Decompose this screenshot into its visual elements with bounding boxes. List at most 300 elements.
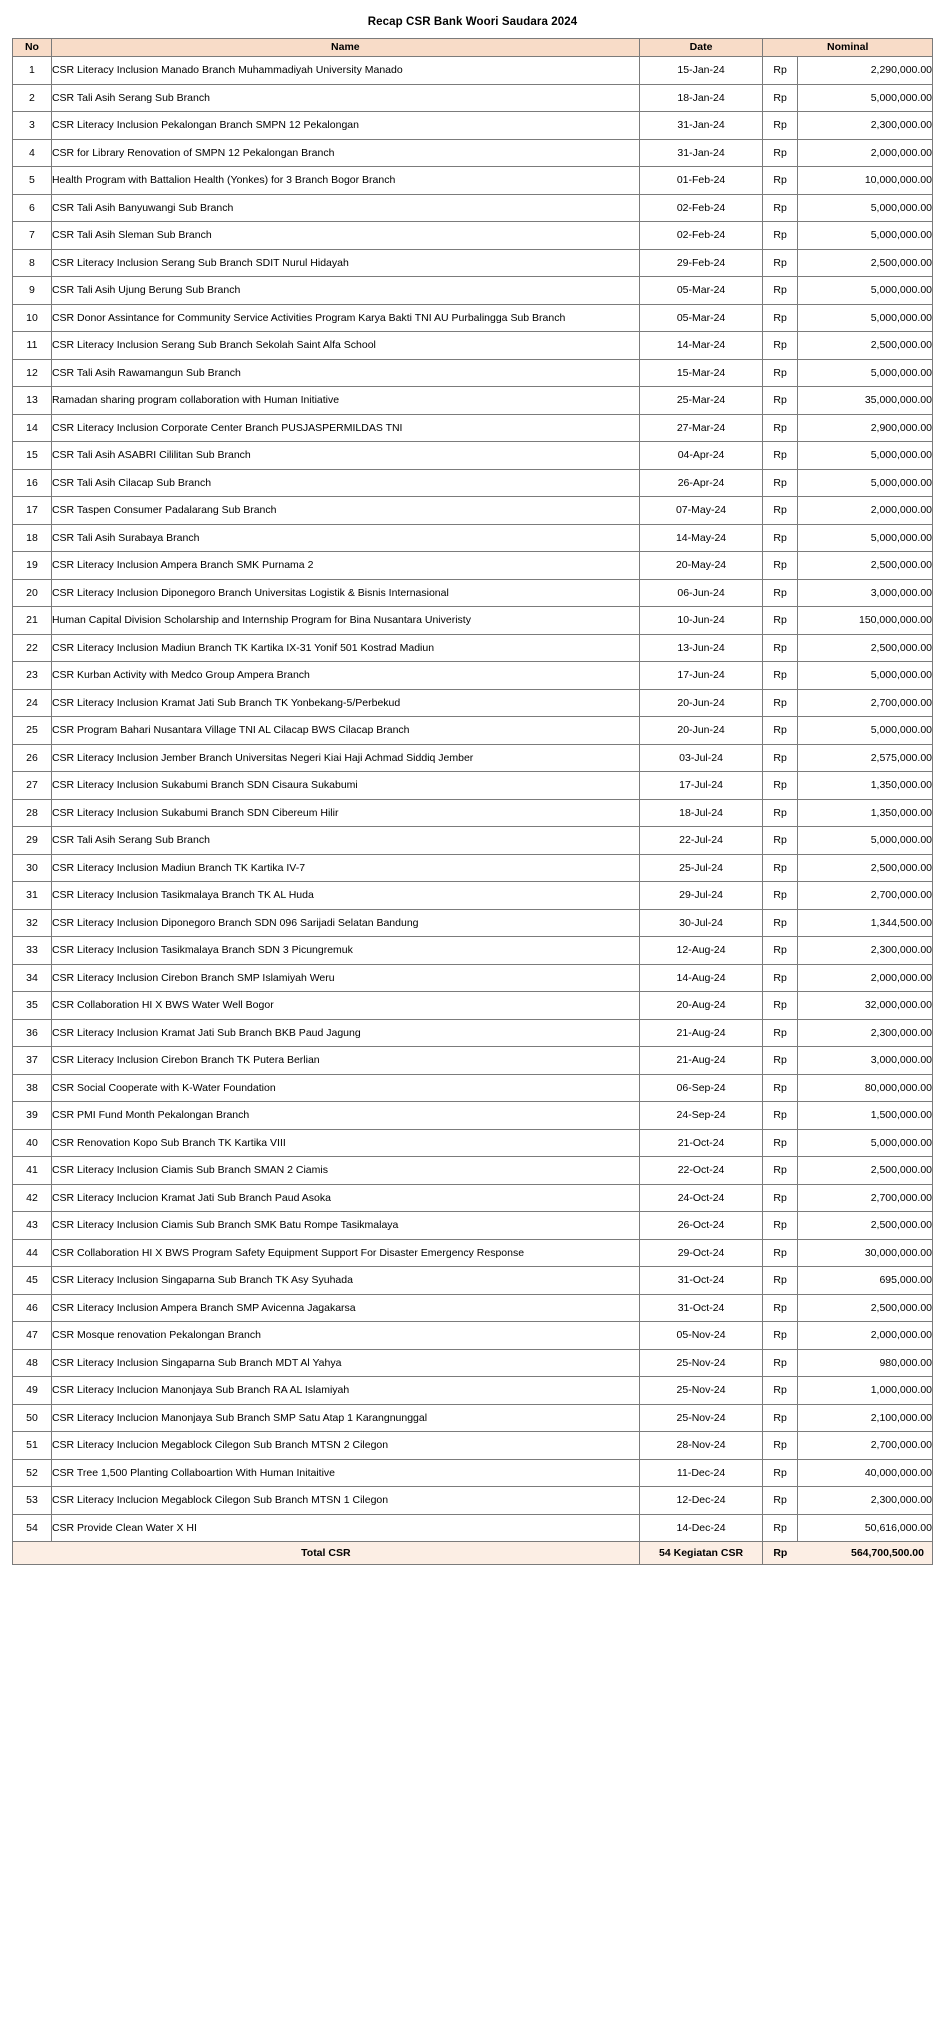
cell-currency: Rp: [763, 909, 797, 937]
cell-date: 26-Apr-24: [639, 469, 763, 497]
cell-no: 25: [13, 717, 52, 745]
cell-date: 02-Feb-24: [639, 222, 763, 250]
cell-date: 05-Mar-24: [639, 277, 763, 305]
cell-currency: Rp: [763, 1294, 797, 1322]
cell-nominal: 35,000,000.00: [797, 387, 932, 415]
cell-name: CSR Tali Asih Ujung Berung Sub Branch: [51, 277, 639, 305]
cell-no: 31: [13, 882, 52, 910]
page-title: Recap CSR Bank Woori Saudara 2024: [367, 16, 578, 28]
cell-no: 12: [13, 359, 52, 387]
cell-nominal: 2,700,000.00: [797, 689, 932, 717]
cell-date: 22-Oct-24: [639, 1157, 763, 1185]
cell-currency: Rp: [763, 552, 797, 580]
cell-no: 42: [13, 1184, 52, 1212]
cell-name: CSR Literacy Inclusion Kramat Jati Sub Branch BKB Paud Jagung: [51, 1019, 639, 1047]
cell-date: 25-Nov-24: [639, 1377, 763, 1405]
cell-name: CSR Program Bahari Nusantara Village TNI AL Cilacap BWS Cilacap Branch: [51, 717, 639, 745]
table-header-row: [13, 39, 933, 57]
table-row: [13, 1267, 933, 1295]
cell-no: 47: [13, 1322, 52, 1350]
cell-nominal: 3,000,000.00: [797, 1047, 932, 1075]
cell-no: 49: [13, 1377, 52, 1405]
cell-no: 8: [13, 249, 52, 277]
cell-nominal: 2,290,000.00: [797, 57, 932, 85]
cell-nominal: 2,500,000.00: [797, 634, 932, 662]
cell-name: CSR Literacy Inclucion Megablock Cilegon Sub Branch MTSN 2 Cilegon: [51, 1432, 639, 1460]
cell-no: 22: [13, 634, 52, 662]
column-header-nominal: Nominal: [763, 39, 933, 57]
table-row: [13, 414, 933, 442]
cell-no: 6: [13, 194, 52, 222]
cell-date: 06-Jun-24: [639, 579, 763, 607]
table-row: [13, 112, 933, 140]
cell-nominal: 50,616,000.00: [797, 1514, 932, 1542]
cell-date: 21-Aug-24: [639, 1019, 763, 1047]
cell-nominal: 2,000,000.00: [797, 1322, 932, 1350]
cell-currency: Rp: [763, 222, 797, 250]
cell-date: 25-Mar-24: [639, 387, 763, 415]
cell-name: CSR Literacy Inclusion Madiun Branch TK Kartika IV-7: [51, 854, 639, 882]
cell-nominal: 2,700,000.00: [797, 1184, 932, 1212]
cell-nominal: 5,000,000.00: [797, 1129, 932, 1157]
cell-nominal: 2,100,000.00: [797, 1404, 932, 1432]
cell-date: 07-May-24: [639, 497, 763, 525]
cell-nominal: 2,500,000.00: [797, 1212, 932, 1240]
recap-table: [12, 38, 933, 1565]
cell-currency: Rp: [763, 414, 797, 442]
cell-date: 25-Nov-24: [639, 1349, 763, 1377]
cell-date: 21-Aug-24: [639, 1047, 763, 1075]
cell-no: 4: [13, 139, 52, 167]
cell-date: 13-Jun-24: [639, 634, 763, 662]
table-row: [13, 249, 933, 277]
cell-name: CSR Tali Asih Sleman Sub Branch: [51, 222, 639, 250]
cell-currency: Rp: [763, 1102, 797, 1130]
cell-currency: Rp: [763, 1459, 797, 1487]
cell-name: Health Program with Battalion Health (Yonkes) for 3 Branch Bogor Branch: [51, 167, 639, 195]
table-row: [13, 1349, 933, 1377]
cell-date: 11-Dec-24: [639, 1459, 763, 1487]
cell-no: 46: [13, 1294, 52, 1322]
cell-no: 21: [13, 607, 52, 635]
cell-no: 40: [13, 1129, 52, 1157]
cell-nominal: 3,000,000.00: [797, 579, 932, 607]
cell-currency: Rp: [763, 387, 797, 415]
cell-date: 29-Jul-24: [639, 882, 763, 910]
cell-nominal: 40,000,000.00: [797, 1459, 932, 1487]
cell-currency: Rp: [763, 332, 797, 360]
cell-currency: Rp: [763, 524, 797, 552]
cell-date: 05-Mar-24: [639, 304, 763, 332]
cell-currency: Rp: [763, 1349, 797, 1377]
table-row: [13, 799, 933, 827]
cell-name: CSR Literacy Inclusion Sukabumi Branch SDN Cisaura Sukabumi: [51, 772, 639, 800]
cell-name: CSR Collaboration HI X BWS Water Well Bogor: [51, 992, 639, 1020]
table-row: [13, 1377, 933, 1405]
cell-nominal: 1,000,000.00: [797, 1377, 932, 1405]
cell-date: 17-Jun-24: [639, 662, 763, 690]
cell-date: 05-Nov-24: [639, 1322, 763, 1350]
cell-currency: Rp: [763, 992, 797, 1020]
cell-nominal: 2,500,000.00: [797, 1157, 932, 1185]
cell-name: CSR Literacy Inclusion Cirebon Branch TK Putera Berlian: [51, 1047, 639, 1075]
cell-currency: Rp: [763, 662, 797, 690]
cell-date: 27-Mar-24: [639, 414, 763, 442]
table-row: [13, 552, 933, 580]
cell-name: CSR Literacy Inclusion Sukabumi Branch SDN Cibereum Hilir: [51, 799, 639, 827]
cell-name: CSR Literacy Inclusion Kramat Jati Sub Branch TK Yonbekang-5/Perbekud: [51, 689, 639, 717]
cell-date: 10-Jun-24: [639, 607, 763, 635]
cell-no: 13: [13, 387, 52, 415]
cell-currency: Rp: [763, 194, 797, 222]
cell-no: 38: [13, 1074, 52, 1102]
cell-currency: Rp: [763, 1157, 797, 1185]
cell-currency: Rp: [763, 359, 797, 387]
table-row: [13, 1459, 933, 1487]
cell-nominal: 2,000,000.00: [797, 964, 932, 992]
cell-no: 43: [13, 1212, 52, 1240]
table-row: [13, 992, 933, 1020]
cell-no: 37: [13, 1047, 52, 1075]
cell-no: 10: [13, 304, 52, 332]
cell-name: CSR Literacy Inclusion Tasikmalaya Branch SDN 3 Picungremuk: [51, 937, 639, 965]
cell-name: CSR Literacy Inclusion Diponegoro Branch SDN 096 Sarijadi Selatan Bandung: [51, 909, 639, 937]
cell-nominal: 5,000,000.00: [797, 222, 932, 250]
table-row: [13, 689, 933, 717]
cell-date: 04-Apr-24: [639, 442, 763, 470]
cell-name: Human Capital Division Scholarship and Internship Program for Bina Nusantara Univeristy: [51, 607, 639, 635]
cell-no: 11: [13, 332, 52, 360]
cell-no: 44: [13, 1239, 52, 1267]
table-row: [13, 882, 933, 910]
cell-name: CSR Tali Asih Surabaya Branch: [51, 524, 639, 552]
cell-date: 24-Oct-24: [639, 1184, 763, 1212]
cell-name: CSR Literacy Inclusion Manado Branch Muhammadiyah University Manado: [51, 57, 639, 85]
total-row: [13, 1542, 933, 1565]
table-row: [13, 717, 933, 745]
column-header-date: Date: [639, 39, 763, 57]
cell-name: CSR Mosque renovation Pekalongan Branch: [51, 1322, 639, 1350]
cell-nominal: 5,000,000.00: [797, 717, 932, 745]
cell-nominal: 2,000,000.00: [797, 497, 932, 525]
cell-date: 20-Jun-24: [639, 717, 763, 745]
cell-name: CSR Tali Asih Banyuwangi Sub Branch: [51, 194, 639, 222]
cell-no: 41: [13, 1157, 52, 1185]
table-row: [13, 964, 933, 992]
table-row: [13, 1157, 933, 1185]
table-row: [13, 634, 933, 662]
cell-no: 53: [13, 1487, 52, 1515]
cell-name: CSR Literacy Inclusion Pekalongan Branch SMPN 12 Pekalongan: [51, 112, 639, 140]
cell-currency: Rp: [763, 1074, 797, 1102]
table-row: [13, 194, 933, 222]
cell-currency: Rp: [763, 579, 797, 607]
cell-currency: Rp: [763, 1239, 797, 1267]
cell-name: CSR PMI Fund Month Pekalongan Branch: [51, 1102, 639, 1130]
table-row: [13, 167, 933, 195]
cell-date: 25-Jul-24: [639, 854, 763, 882]
cell-no: 18: [13, 524, 52, 552]
cell-date: 02-Feb-24: [639, 194, 763, 222]
cell-name: CSR Tali Asih ASABRI Cililitan Sub Branch: [51, 442, 639, 470]
cell-name: CSR Renovation Kopo Sub Branch TK Kartika VIII: [51, 1129, 639, 1157]
cell-no: 32: [13, 909, 52, 937]
table-row: [13, 1322, 933, 1350]
cell-currency: Rp: [763, 1377, 797, 1405]
cell-nominal: 80,000,000.00: [797, 1074, 932, 1102]
cell-date: 14-Aug-24: [639, 964, 763, 992]
cell-no: 17: [13, 497, 52, 525]
cell-date: 31-Oct-24: [639, 1294, 763, 1322]
cell-nominal: 2,300,000.00: [797, 112, 932, 140]
cell-date: 20-May-24: [639, 552, 763, 580]
cell-date: 26-Oct-24: [639, 1212, 763, 1240]
cell-name: CSR Taspen Consumer Padalarang Sub Branch: [51, 497, 639, 525]
cell-currency: Rp: [763, 1019, 797, 1047]
cell-no: 45: [13, 1267, 52, 1295]
cell-date: 01-Feb-24: [639, 167, 763, 195]
table-row: [13, 524, 933, 552]
cell-name: CSR Tree 1,500 Planting Collaboartion With Human Initaitive: [51, 1459, 639, 1487]
table-row: [13, 1514, 933, 1542]
cell-currency: Rp: [763, 497, 797, 525]
cell-nominal: 2,700,000.00: [797, 1432, 932, 1460]
cell-date: 31-Oct-24: [639, 1267, 763, 1295]
cell-name: CSR Collaboration HI X BWS Program Safety Equipment Support For Disaster Emergency Response: [51, 1239, 639, 1267]
cell-no: 30: [13, 854, 52, 882]
cell-currency: Rp: [763, 1047, 797, 1075]
cell-date: 28-Nov-24: [639, 1432, 763, 1460]
cell-currency: Rp: [763, 1212, 797, 1240]
cell-name: CSR Social Cooperate with K-Water Foundation: [51, 1074, 639, 1102]
cell-name: CSR Literacy Inclusion Ciamis Sub Branch SMK Batu Rompe Tasikmalaya: [51, 1212, 639, 1240]
cell-date: 20-Jun-24: [639, 689, 763, 717]
cell-nominal: 5,000,000.00: [797, 84, 932, 112]
table-row: [13, 359, 933, 387]
cell-name: CSR Donor Assintance for Community Service Activities Program Karya Bakti TNI AU Purbalingga Sub Branch: [51, 304, 639, 332]
cell-currency: Rp: [763, 964, 797, 992]
table-row: [13, 1074, 933, 1102]
cell-date: 15-Jan-24: [639, 57, 763, 85]
cell-name: CSR Kurban Activity with Medco Group Ampera Branch: [51, 662, 639, 690]
cell-currency: Rp: [763, 469, 797, 497]
table-footer: [13, 1542, 933, 1565]
table-row: [13, 827, 933, 855]
cell-currency: Rp: [763, 304, 797, 332]
cell-nominal: 1,500,000.00: [797, 1102, 932, 1130]
table-row: [13, 1404, 933, 1432]
cell-date: 17-Jul-24: [639, 772, 763, 800]
table-row: [13, 332, 933, 360]
table-row: [13, 442, 933, 470]
cell-nominal: 5,000,000.00: [797, 194, 932, 222]
cell-name: CSR Literacy Inclusion Tasikmalaya Branch TK AL Huda: [51, 882, 639, 910]
cell-no: 48: [13, 1349, 52, 1377]
cell-no: 50: [13, 1404, 52, 1432]
cell-nominal: 5,000,000.00: [797, 524, 932, 552]
cell-currency: Rp: [763, 1184, 797, 1212]
cell-date: 18-Jan-24: [639, 84, 763, 112]
cell-nominal: 10,000,000.00: [797, 167, 932, 195]
cell-no: 29: [13, 827, 52, 855]
cell-currency: Rp: [763, 1487, 797, 1515]
total-currency: Rp: [763, 1542, 797, 1565]
cell-currency: Rp: [763, 854, 797, 882]
cell-no: 34: [13, 964, 52, 992]
table-row: [13, 469, 933, 497]
cell-currency: Rp: [763, 1322, 797, 1350]
cell-name: CSR Literacy Inclusion Jember Branch Universitas Negeri Kiai Haji Achmad Siddiq Jember: [51, 744, 639, 772]
cell-nominal: 1,350,000.00: [797, 799, 932, 827]
cell-name: CSR Tali Asih Cilacap Sub Branch: [51, 469, 639, 497]
cell-date: 22-Jul-24: [639, 827, 763, 855]
cell-no: 28: [13, 799, 52, 827]
cell-date: 24-Sep-24: [639, 1102, 763, 1130]
cell-nominal: 2,900,000.00: [797, 414, 932, 442]
cell-no: 35: [13, 992, 52, 1020]
cell-name: CSR Literacy Inclusion Ciamis Sub Branch SMAN 2 Ciamis: [51, 1157, 639, 1185]
cell-no: 5: [13, 167, 52, 195]
cell-date: 25-Nov-24: [639, 1404, 763, 1432]
cell-name: CSR Literacy Inclusion Cirebon Branch SMP Islamiyah Weru: [51, 964, 639, 992]
table-row: [13, 1487, 933, 1515]
cell-no: 51: [13, 1432, 52, 1460]
cell-name: CSR Literacy Inclusion Diponegoro Branch Universitas Logistik & Bisnis Internasional: [51, 579, 639, 607]
cell-no: 14: [13, 414, 52, 442]
cell-currency: Rp: [763, 167, 797, 195]
cell-date: 29-Oct-24: [639, 1239, 763, 1267]
cell-currency: Rp: [763, 744, 797, 772]
cell-nominal: 1,350,000.00: [797, 772, 932, 800]
cell-nominal: 980,000.00: [797, 1349, 932, 1377]
table-row: [13, 57, 933, 85]
column-header-no: No: [13, 39, 52, 57]
cell-nominal: 2,500,000.00: [797, 332, 932, 360]
cell-nominal: 5,000,000.00: [797, 277, 932, 305]
cell-currency: Rp: [763, 57, 797, 85]
cell-currency: Rp: [763, 937, 797, 965]
cell-nominal: 2,500,000.00: [797, 552, 932, 580]
cell-currency: Rp: [763, 84, 797, 112]
cell-currency: Rp: [763, 1514, 797, 1542]
cell-nominal: 2,500,000.00: [797, 249, 932, 277]
cell-nominal: 2,000,000.00: [797, 139, 932, 167]
table-row: [13, 1432, 933, 1460]
cell-name: CSR Literacy Inclusion Singaparna Sub Branch TK Asy Syuhada: [51, 1267, 639, 1295]
cell-date: 31-Jan-24: [639, 112, 763, 140]
cell-nominal: 5,000,000.00: [797, 442, 932, 470]
table-row: [13, 1047, 933, 1075]
table-row: [13, 1212, 933, 1240]
cell-date: 12-Dec-24: [639, 1487, 763, 1515]
cell-currency: Rp: [763, 1432, 797, 1460]
table-row: [13, 909, 933, 937]
cell-no: 26: [13, 744, 52, 772]
cell-name: CSR Tali Asih Serang Sub Branch: [51, 84, 639, 112]
table-row: [13, 1184, 933, 1212]
total-label: Total CSR: [13, 1542, 640, 1565]
cell-date: 03-Jul-24: [639, 744, 763, 772]
cell-name: CSR Provide Clean Water X HI: [51, 1514, 639, 1542]
cell-nominal: 5,000,000.00: [797, 827, 932, 855]
cell-date: 31-Jan-24: [639, 139, 763, 167]
cell-nominal: 1,344,500.00: [797, 909, 932, 937]
cell-no: 33: [13, 937, 52, 965]
cell-nominal: 150,000,000.00: [797, 607, 932, 635]
cell-name: CSR Literacy Inclusion Singaparna Sub Branch MDT Al Yahya: [51, 1349, 639, 1377]
cell-nominal: 2,500,000.00: [797, 854, 932, 882]
cell-name: CSR Literacy Inclusion Ampera Branch SMK Purnama 2: [51, 552, 639, 580]
cell-date: 20-Aug-24: [639, 992, 763, 1020]
column-header-name: Name: [51, 39, 639, 57]
cell-name: CSR Literacy Inclusion Madiun Branch TK Kartika IX-31 Yonif 501 Kostrad Madiun: [51, 634, 639, 662]
cell-currency: Rp: [763, 717, 797, 745]
cell-name: Ramadan sharing program collaboration with Human Initiative: [51, 387, 639, 415]
cell-name: CSR Literacy Inclucion Kramat Jati Sub Branch Paud Asoka: [51, 1184, 639, 1212]
table-row: [13, 304, 933, 332]
cell-nominal: 2,300,000.00: [797, 937, 932, 965]
cell-currency: Rp: [763, 799, 797, 827]
cell-no: 24: [13, 689, 52, 717]
cell-nominal: 5,000,000.00: [797, 359, 932, 387]
cell-nominal: 5,000,000.00: [797, 662, 932, 690]
total-activity-count: 54 Kegiatan CSR: [639, 1542, 763, 1565]
table-row: [13, 84, 933, 112]
cell-date: 14-Dec-24: [639, 1514, 763, 1542]
cell-name: CSR Literacy Inclusion Ampera Branch SMP Avicenna Jagakarsa: [51, 1294, 639, 1322]
cell-currency: Rp: [763, 277, 797, 305]
cell-currency: Rp: [763, 1404, 797, 1432]
cell-date: 12-Aug-24: [639, 937, 763, 965]
cell-date: 29-Feb-24: [639, 249, 763, 277]
cell-name: CSR Tali Asih Rawamangun Sub Branch: [51, 359, 639, 387]
cell-name: CSR Tali Asih Serang Sub Branch: [51, 827, 639, 855]
table-row: [13, 139, 933, 167]
cell-no: 3: [13, 112, 52, 140]
cell-nominal: 2,500,000.00: [797, 1294, 932, 1322]
table-row: [13, 497, 933, 525]
cell-no: 39: [13, 1102, 52, 1130]
cell-currency: Rp: [763, 112, 797, 140]
cell-nominal: 5,000,000.00: [797, 469, 932, 497]
cell-no: 23: [13, 662, 52, 690]
cell-name: CSR Literacy Inclusion Serang Sub Branch Sekolah Saint Alfa School: [51, 332, 639, 360]
cell-no: 7: [13, 222, 52, 250]
cell-no: 54: [13, 1514, 52, 1542]
table-row: [13, 277, 933, 305]
cell-date: 15-Mar-24: [639, 359, 763, 387]
cell-name: CSR Literacy Inclucion Megablock Cilegon Sub Branch MTSN 1 Cilegon: [51, 1487, 639, 1515]
table-row: [13, 937, 933, 965]
table-row: [13, 579, 933, 607]
cell-name: CSR Literacy Inclucion Manonjaya Sub Branch SMP Satu Atap 1 Karangnunggal: [51, 1404, 639, 1432]
cell-name: CSR Literacy Inclusion Corporate Center Branch PUSJASPERMILDAS TNI: [51, 414, 639, 442]
cell-currency: Rp: [763, 882, 797, 910]
cell-name: CSR for Library Renovation of SMPN 12 Pekalongan Branch: [51, 139, 639, 167]
table-row: [13, 387, 933, 415]
cell-currency: Rp: [763, 1129, 797, 1157]
cell-no: 16: [13, 469, 52, 497]
cell-no: 15: [13, 442, 52, 470]
cell-currency: Rp: [763, 772, 797, 800]
cell-no: 27: [13, 772, 52, 800]
cell-currency: Rp: [763, 827, 797, 855]
table-body: [13, 57, 933, 1542]
cell-nominal: 30,000,000.00: [797, 1239, 932, 1267]
cell-date: 06-Sep-24: [639, 1074, 763, 1102]
table-row: [13, 854, 933, 882]
table-header: [13, 39, 933, 57]
